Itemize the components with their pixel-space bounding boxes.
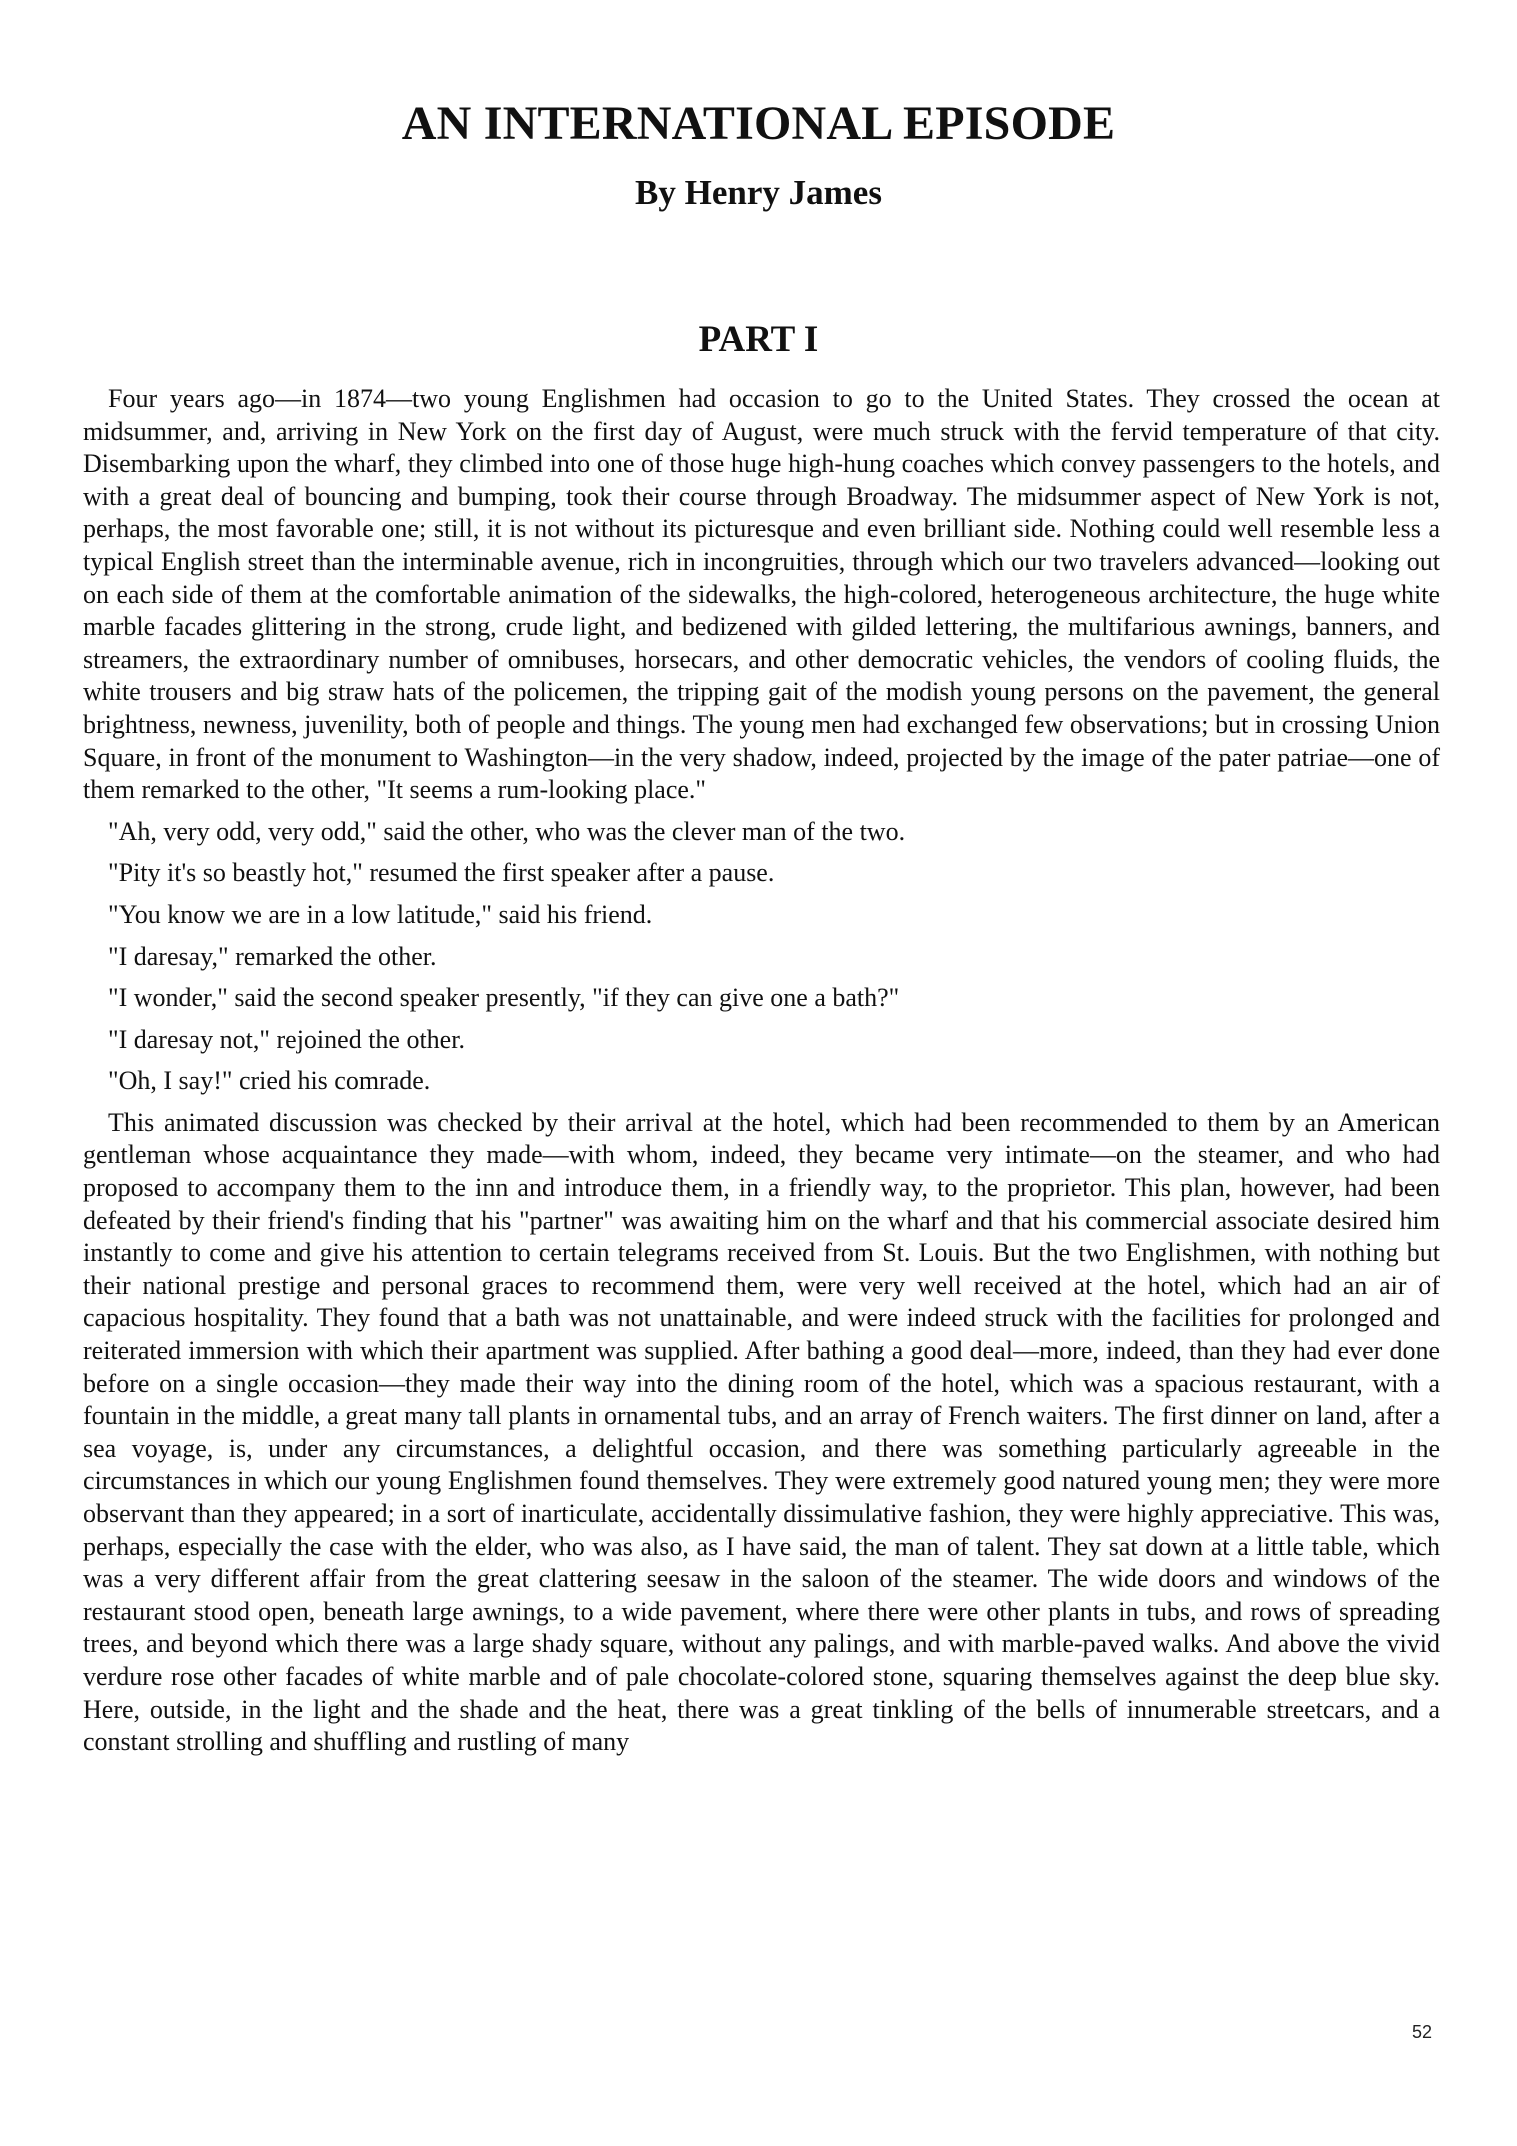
- paragraph: "I daresay," remarked the other.: [108, 941, 437, 971]
- document-author: By Henry James: [635, 173, 882, 212]
- paragraph: "Pity it's so beastly hot," resumed the first speaker after a pause.: [108, 858, 775, 888]
- document-title: AN INTERNATIONAL EPISODE: [401, 97, 1116, 150]
- paragraph: Four years ago—in 1874—two young Englishmen had occasion to go to the United States. They crossed the ocean at midsummer, and, arriving in New York on the first day of August, were much struck with the fervid temperature of that city. Disembarking upon the wharf, they climbed into one of those huge high-hung coaches which convey passengers to the hotels, and with a great deal of bouncing and bumping, took their course through Broadway. The midsummer aspect of New York is not, perhaps, the most favorable one; still, it is not without its picturesque and even brilliant side. Nothing could well resemble less a typical English street than the interminable avenue, rich in incongruities, through which our two travelers advanced—looking out on each side of them at the comfortable animation of the sidewalks, the high-colored, heterogeneous architecture, the huge white marble facades glittering in the strong, crude light, and bedizened with gilded lettering, the multifarious awnings, banners, and streamers, the extraordinary number of omnibuses, horsecars, and other democratic vehicles, the vendors of cooling fluids, the white trousers and big straw hats of the policemen, the tripping gait of the modish young persons on the pavement, the general brightness, newness, juvenility, both of people and things. The young men had exchanged few observations; but in crossing Union Square, in front of the monument to Washington—in the very shadow, indeed, projected by the image of the pater patriae—one of them remarked to the other, "It seems a rum-looking place.": [83, 384, 1440, 805]
- body-text: [83, 383, 1440, 1768]
- page-number: 52: [1412, 2022, 1433, 2042]
- paragraph: "Oh, I say!" cried his comrade.: [108, 1066, 431, 1096]
- part-heading: PART I: [698, 319, 819, 360]
- paragraph: "You know we are in a low latitude," said his friend.: [108, 899, 653, 929]
- paragraph: "Ah, very odd, very odd," said the other, who was the clever man of the two.: [108, 816, 906, 846]
- paragraph: This animated discussion was checked by their arrival at the hotel, which had been recommended to them by an American gentleman whose acquaintance they made—with whom, indeed, they became very intimate—on the steamer, and who had proposed to accompany them to the inn and introduce them, in a friendly way, to the proprietor. This plan, however, had been defeated by their friend's finding that his "partner" was awaiting him on the wharf and that his commercial associate desired him instantly to come and give his attention to certain telegrams received from St. Louis. But the two Englishmen, with nothing but their national prestige and personal graces to recommend them, were very well received at the hotel, which had an air of capacious hospitality. They found that a bath was not unattainable, and were indeed struck with the facilities for prolonged and reiterated immersion with which their apartment was supplied. After bathing a good deal—more, indeed, than they had ever done before on a single occasion—they made their way into the dining room of the hotel, which was a spacious restaurant, with a fountain in the middle, a great many tall plants in ornamental tubs, and an array of French waiters. The first dinner on land, after a sea voyage, is, under any circumstances, a delightful occasion, and there was something particularly agreeable in the circumstances in which our young Englishmen found themselves. They were extremely good natured young men; they were more observant than they appeared; in a sort of inarticulate, accidentally dissimulative fashion, they were highly appreciative. This was, perhaps, especially the case with the elder, who was also, as I have said, the man of talent. They sat down at a little table, which was a very different affair from the great clattering seesaw in the saloon of the steamer. The wide doors and windows of the restaurant stood open, beneath large awnings, to a wide pavement, where there were other plants in tubs, and rows of spreading trees, and beyond which there was a large shady square, without any palings, and with marble-paved walks. And above the vivid verdure rose other facades of white marble and of pale chocolate-colored stone, squaring themselves against the deep blue sky. Here, outside, in the light and the shade and the heat, there was a great tinkling of the bells of innumerable streetcars, and a constant strolling and shuffling and rustling of many: [83, 1107, 1440, 1757]
- paragraph: "I daresay not," rejoined the other.: [108, 1024, 465, 1054]
- paragraph: "I wonder," said the second speaker presently, "if they can give one a bath?": [108, 983, 900, 1013]
